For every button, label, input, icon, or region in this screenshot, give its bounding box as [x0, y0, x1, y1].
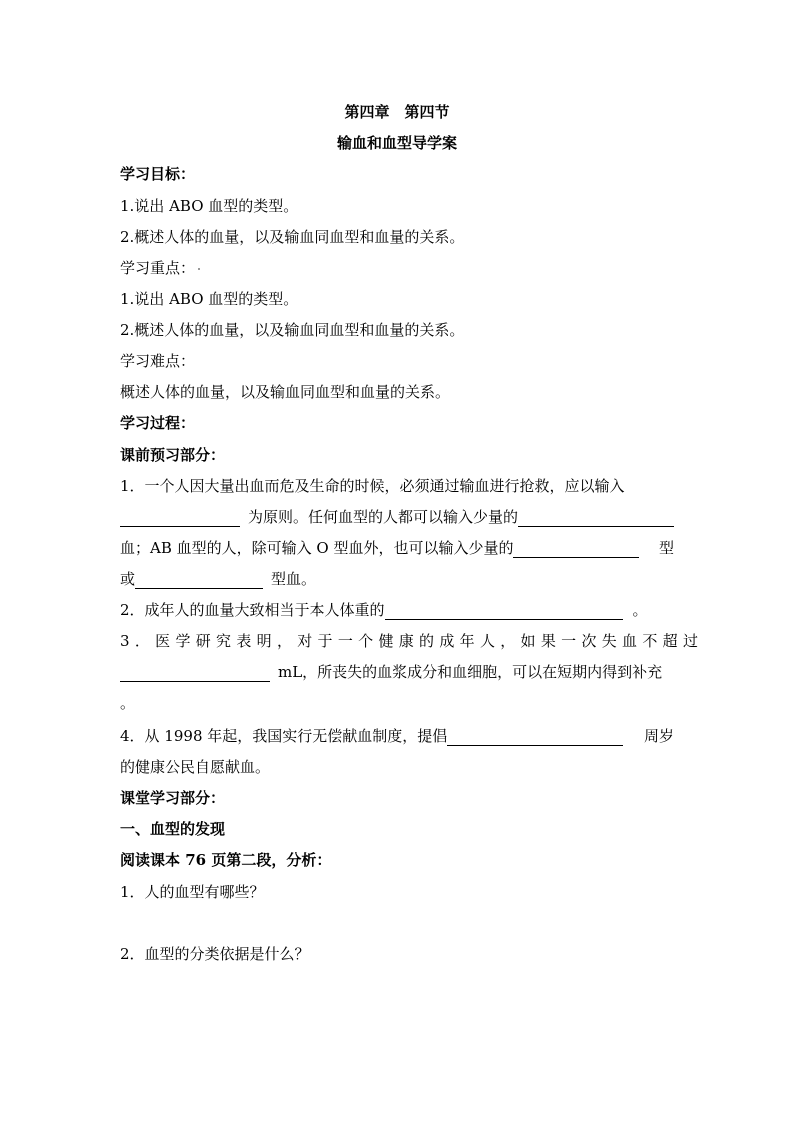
question-3-line-2: mL，所丧失的血浆成分和血细胞，可以在短期内得到补充: [120, 662, 674, 682]
key-point-item: 2.概述人体的血量，以及输血同血型和血量的关系。: [120, 321, 465, 339]
question-1-line-4: 或 型血。: [120, 570, 317, 588]
class-heading: 课堂学习部分：: [120, 789, 226, 807]
preview-heading: 课前预习部分：: [120, 446, 226, 464]
question-1-line-1: 1．一个人因大量出血而危及生命的时候，必须通过输血进行抢救，应以输入: [120, 477, 625, 495]
answer-blank[interactable]: [513, 539, 639, 558]
difficulty-text: 概述人体的血量，以及输血同血型和血量的关系。: [120, 383, 451, 401]
key-points-heading: 学习重点：: [120, 258, 674, 278]
question-2: 2．成年人的血量大致相当于本人体重的 。: [120, 601, 648, 619]
answer-blank[interactable]: [518, 508, 674, 527]
difficulties-heading: 学习难点：: [120, 352, 196, 370]
question-1-line-2: 为原则。任何血型的人都可以输入少量的: [120, 507, 674, 527]
key-point-item: 1.说出 ABO 血型的类型。: [120, 290, 299, 308]
answer-blank[interactable]: [120, 508, 240, 527]
goal-item: 1.说出 ABO 血型的类型。: [120, 197, 299, 215]
goal-item: 2.概述人体的血量，以及输血同血型和血量的关系。: [120, 228, 465, 246]
document-title: 输血和血型导学案: [336, 134, 457, 152]
discussion-question: 2．血型的分类依据是什么？: [120, 945, 310, 963]
section-heading: 一、血型的发现: [120, 820, 226, 838]
chapter-heading: 第四章 第四节: [344, 103, 450, 121]
process-heading: 学习过程：: [120, 414, 196, 432]
goals-heading: 学习目标：: [120, 165, 196, 183]
question-3-line-3: 。: [120, 694, 136, 712]
question-3-line-1: 3．医学研究表明，对于一个健康的成年人，如果一次失血不超过: [120, 632, 704, 650]
answer-blank[interactable]: [447, 727, 623, 746]
question-1-line-3: 血；AB 血型的人，除可输入 O 型血外，也可以输入少量的 型: [120, 539, 674, 557]
discussion-question: 1．人的血型有哪些？: [120, 883, 265, 901]
answer-blank[interactable]: [385, 601, 623, 620]
question-4-line-1: 4．从 1998 年起，我国实行无偿献血制度，提倡 周岁: [120, 727, 674, 745]
answer-blank[interactable]: [135, 570, 263, 589]
answer-blank[interactable]: [120, 663, 270, 682]
reading-instruction: 阅读课本 76 页第二段，分析：: [120, 851, 332, 869]
question-4-line-2: 的健康公民自愿献血。: [120, 758, 271, 776]
